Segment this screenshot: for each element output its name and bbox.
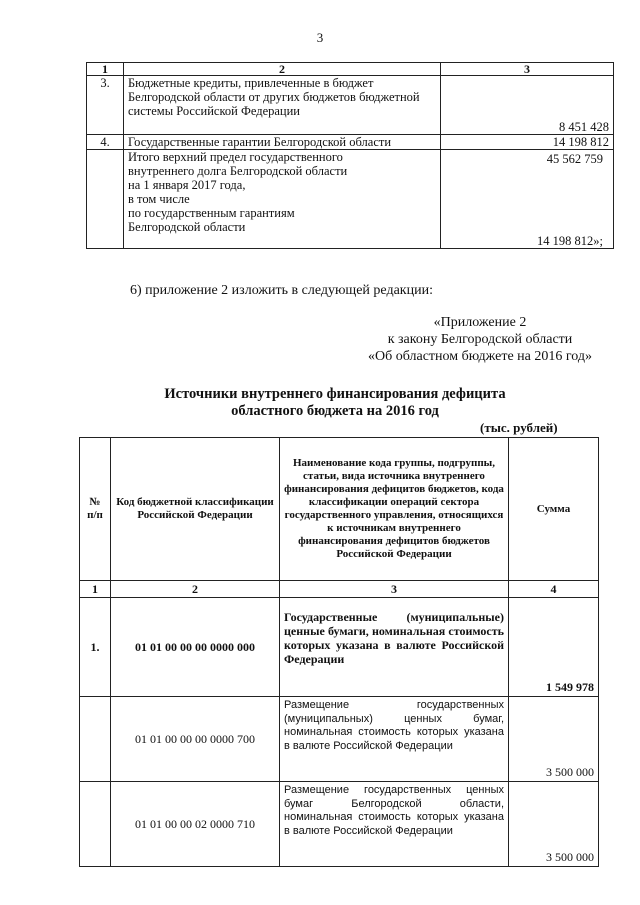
row-number-empty [87, 150, 124, 249]
header-cell: 3 [441, 63, 614, 76]
header-sum: Сумма [509, 438, 599, 581]
column-number-row [80, 581, 599, 598]
total-line: Белгородской области [128, 220, 246, 234]
appendix-header [345, 314, 615, 365]
row-number [80, 782, 111, 867]
row-text: Государственные гарантии Белгородской области [124, 135, 441, 150]
column-number: 3 [280, 581, 509, 598]
appendix-line: к закону Белгородской области [387, 332, 573, 347]
total-line: Итого верхний предел государственного [128, 150, 343, 164]
column-number: 4 [509, 581, 599, 598]
page-number: 3 [316, 30, 324, 45]
table-row [80, 598, 599, 697]
row-code: 01 01 00 00 00 0000 000 [111, 598, 280, 697]
table-header-row [80, 438, 599, 581]
total-line: в том числе [128, 192, 190, 206]
header-name: Наименование кода группы, подгруппы, статьи, вида источника внутреннего финансирования дефицитов бюджетов, кода классификации операций сектора государственного управления, относящихся к источникам внутреннего финансирования дефицитов бюджетов Российской Федерации [280, 438, 509, 581]
row-number: 1. [80, 598, 111, 697]
header-code: Код бюджетной классификации Российской Федерации [111, 438, 280, 581]
row-sum: 3 500 000 [509, 782, 599, 867]
row-number: 4. [87, 135, 124, 150]
table-row [87, 135, 614, 150]
row-sum: 1 549 978 [509, 598, 599, 697]
row-number: 3. [87, 76, 124, 135]
row-code: 01 01 00 00 02 0000 710 [111, 782, 280, 867]
total-values [441, 150, 614, 249]
row-number [80, 697, 111, 782]
total-line: внутреннего долга Белгородской области [128, 164, 348, 178]
financing-sources-table [79, 437, 599, 867]
table-row [80, 782, 599, 867]
header-cell: 1 [87, 63, 124, 76]
row-code: 01 01 00 00 00 0000 700 [111, 697, 280, 782]
appendix-line: «Об областном бюджете на 2016 год» [368, 349, 592, 364]
total-text [124, 150, 441, 249]
total-line: на 1 января 2017 года, [128, 178, 246, 192]
title-line: Источники внутреннего финансирования дефицита [164, 386, 506, 402]
header-cell: 2 [124, 63, 441, 76]
header-num: № п/п [80, 438, 111, 581]
total-value: 45 562 759 [546, 152, 603, 166]
title-line: областного бюджета на 2016 год [231, 403, 439, 419]
column-number: 2 [111, 581, 280, 598]
row-value: 14 198 812 [441, 135, 614, 150]
table-row [80, 697, 599, 782]
amendment-paragraph: 6) приложение 2 изложить в следующей редакции: [130, 283, 433, 298]
debt-limit-table [86, 62, 614, 249]
total-row [87, 150, 614, 249]
row-sum: 3 500 000 [509, 697, 599, 782]
row-value: 8 451 428 [441, 76, 614, 135]
units-label: (тыс. рублей) [480, 420, 558, 435]
row-name: Государственные (муниципальные) ценные бумаги, номинальная стоимость которых указана в валюте Российской Федерации [280, 598, 509, 697]
row-name: Размещение государственных (муниципальных) ценных бумаг, номинальная стоимость которых указана в валюте Российской Федерации [280, 697, 509, 782]
table-row [87, 76, 614, 135]
total-line: по государственным гарантиям [128, 206, 295, 220]
column-number: 1 [80, 581, 111, 598]
guarantees-value: 14 198 812»; [537, 234, 603, 248]
document-title [100, 386, 570, 420]
row-text: Бюджетные кредиты, привлеченные в бюджет Белгородской области от других бюджетов бюджетной системы Российской Федерации [124, 76, 441, 135]
appendix-line: «Приложение 2 [433, 315, 527, 330]
row-name: Размещение государственных ценных бумаг Белгородской области, номинальная стоимость которых указана в валюте Российской Федерации [280, 782, 509, 867]
table-header-row [87, 63, 614, 76]
